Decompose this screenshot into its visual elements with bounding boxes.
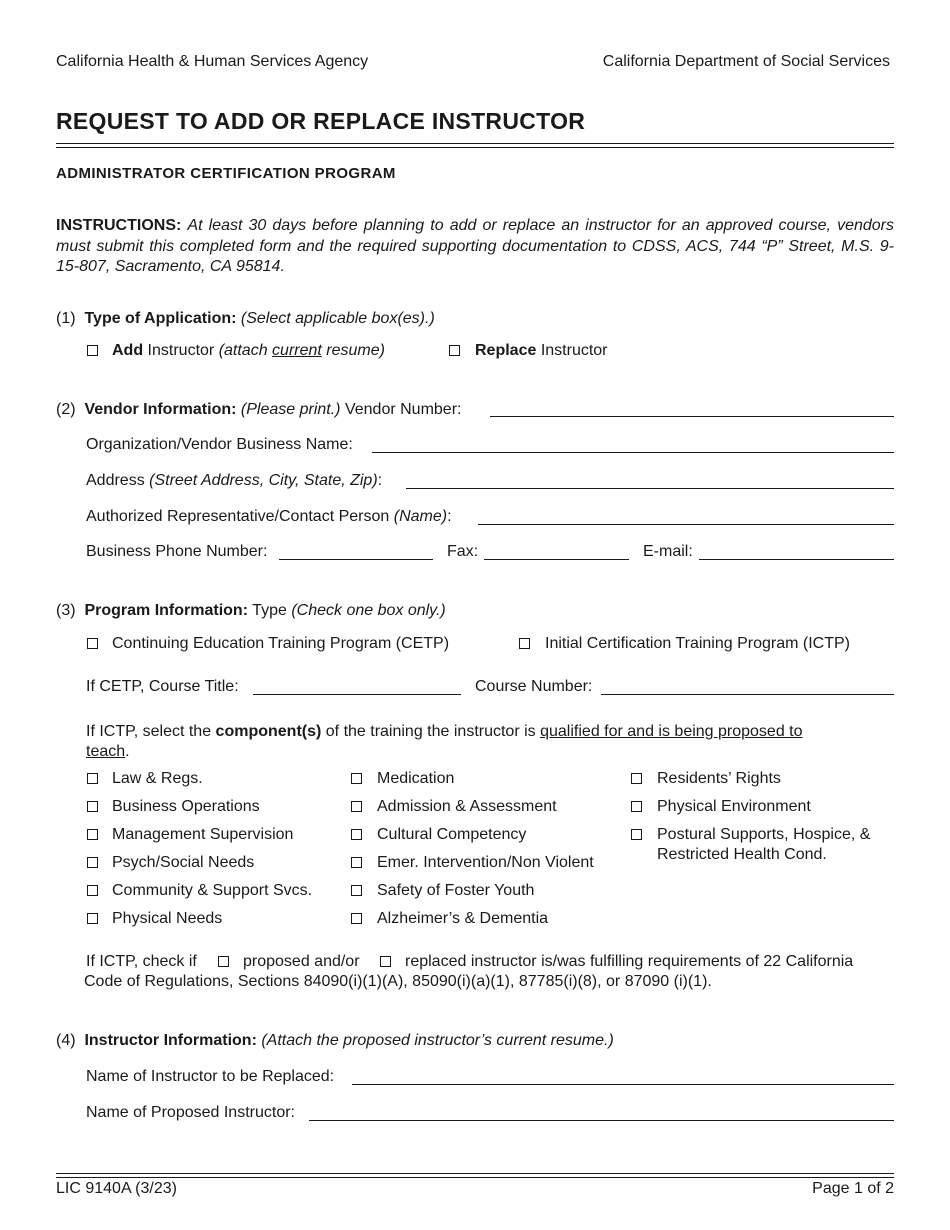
- add-italic-pre: (attach: [218, 342, 273, 359]
- cetp-label: Continuing Education Training Program (CETP): [112, 635, 450, 652]
- form-id: LIC 9140A (3/23): [56, 1180, 177, 1197]
- department-name: California Department of Social Services: [602, 53, 890, 70]
- address-field[interactable]: [406, 488, 894, 489]
- contact-field[interactable]: [478, 524, 894, 525]
- cetp-title-label: If CETP, Course Title:: [86, 678, 239, 695]
- replace-text: Instructor: [536, 342, 608, 359]
- fax-field[interactable]: [484, 559, 629, 560]
- agency-name: California Health & Human Services Agency: [56, 53, 369, 70]
- proposed-name-field[interactable]: [309, 1120, 894, 1121]
- address-colon: :: [377, 472, 383, 489]
- section-4-heading: [56, 1032, 614, 1050]
- address-label: [86, 472, 382, 490]
- address-hint: (Street Address, City, State, Zip): [149, 472, 378, 489]
- component-checkbox[interactable]: [87, 829, 98, 840]
- component-checkbox[interactable]: [87, 857, 98, 868]
- component-label: Physical Needs: [112, 910, 223, 927]
- address-text: Address: [86, 472, 150, 489]
- section-label: Program Information:: [84, 602, 249, 619]
- component-label: Admission & Assessment: [377, 798, 557, 815]
- section-1-heading: [56, 310, 435, 328]
- component-label: Law & Regs.: [112, 770, 203, 787]
- org-name-field[interactable]: [372, 452, 894, 453]
- component-label: Safety of Foster Youth: [377, 882, 535, 899]
- component-checkbox[interactable]: [87, 773, 98, 784]
- section-label: Instructor Information:: [84, 1032, 257, 1049]
- component-label: Residents’ Rights: [657, 770, 781, 787]
- cetp-checkbox[interactable]: [87, 638, 98, 649]
- ictp-select-underline-2: teach: [86, 743, 126, 760]
- replace-bold: Replace: [475, 342, 537, 359]
- contact-text: Authorized Representative/Contact Person: [86, 508, 394, 525]
- section-hint: (Select applicable box(es).): [240, 310, 435, 327]
- replaced-checkbox[interactable]: [380, 956, 391, 967]
- add-bold: Add: [112, 342, 144, 359]
- ictp-select-pre: If ICTP, select the: [86, 723, 216, 740]
- replaced-label: replaced instructor is/was fulfilling requirements of 22 California: [405, 953, 854, 970]
- vendor-number-label: Vendor Number:: [344, 401, 462, 418]
- section-number: (4): [56, 1032, 76, 1049]
- component-label: Emer. Intervention/Non Violent: [377, 854, 594, 871]
- type-label: Type: [248, 602, 292, 619]
- phone-label: Business Phone Number:: [86, 543, 268, 560]
- section-2-heading: [56, 401, 461, 419]
- page-title: REQUEST TO ADD OR REPLACE INSTRUCTOR: [56, 108, 586, 134]
- component-label-cont: Restricted Health Cond.: [657, 846, 827, 863]
- add-instructor-label: [112, 342, 385, 360]
- component-checkbox[interactable]: [631, 773, 642, 784]
- page-number: Page 1 of 2: [812, 1180, 894, 1197]
- cetp-title-field[interactable]: [253, 694, 461, 695]
- section-hint: (Check one box only.): [291, 602, 446, 619]
- component-label: Alzheimer’s & Dementia: [377, 910, 549, 927]
- component-checkbox[interactable]: [351, 773, 362, 784]
- section-number: (1): [56, 310, 76, 327]
- program-subtitle: ADMINISTRATOR CERTIFICATION PROGRAM: [56, 165, 396, 182]
- replaced-name-field[interactable]: [352, 1084, 894, 1085]
- course-number-field[interactable]: [601, 694, 894, 695]
- contact-label: [86, 508, 452, 526]
- component-checkbox[interactable]: [351, 913, 362, 924]
- section-number: (2): [56, 401, 76, 418]
- component-label: Business Operations: [112, 798, 260, 815]
- section-3-heading: [56, 602, 446, 620]
- section-number: (3): [56, 602, 76, 619]
- add-instructor-checkbox[interactable]: [87, 345, 98, 356]
- component-label: Medication: [377, 770, 455, 787]
- component-checkbox[interactable]: [87, 913, 98, 924]
- ictp-select-mid: of the training the instructor is: [321, 723, 541, 740]
- component-checkbox[interactable]: [87, 885, 98, 896]
- ictp-select-text: [86, 722, 886, 762]
- regulations-text: Code of Regulations, Sections 84090(i)(1)(A), 85090(i)(a)(1), 87785(i)(8), or 87090 (i)(1).: [84, 973, 712, 990]
- component-checkbox[interactable]: [87, 801, 98, 812]
- component-label: Postural Supports, Hospice, &: [657, 826, 871, 843]
- phone-field[interactable]: [279, 559, 433, 560]
- section-label: Type of Application:: [84, 310, 237, 327]
- section-hint: (Please print.): [240, 401, 341, 418]
- component-label: Physical Environment: [657, 798, 811, 815]
- proposed-checkbox[interactable]: [218, 956, 229, 967]
- component-label: Management Supervision: [112, 826, 294, 843]
- ictp-select-end: .: [125, 743, 130, 760]
- section-label: Vendor Information:: [84, 401, 237, 418]
- component-label: Community & Support Svcs.: [112, 882, 313, 899]
- section-hint: (Attach the proposed instructor’s current resume.): [261, 1032, 614, 1049]
- check-if-label: If ICTP, check if: [86, 953, 197, 970]
- ictp-label: Initial Certification Training Program (ICTP): [545, 635, 850, 652]
- contact-colon: :: [447, 508, 452, 525]
- add-underline: current: [272, 342, 322, 359]
- ictp-checkbox[interactable]: [519, 638, 530, 649]
- ictp-select-underline: qualified for and is being proposed to: [540, 723, 803, 740]
- component-checkbox[interactable]: [351, 885, 362, 896]
- add-text: Instructor: [143, 342, 219, 359]
- proposed-name-label: Name of Proposed Instructor:: [86, 1104, 295, 1121]
- component-checkbox[interactable]: [351, 829, 362, 840]
- replace-instructor-label: [475, 342, 608, 360]
- email-label: E-mail:: [643, 543, 693, 560]
- component-checkbox[interactable]: [351, 857, 362, 868]
- org-name-label: Organization/Vendor Business Name:: [86, 436, 353, 453]
- instructions: [56, 216, 894, 278]
- replaced-name-label: Name of Instructor to be Replaced:: [86, 1068, 335, 1085]
- title-divider: [56, 143, 894, 148]
- instructions-text: At least 30 days before planning to add or replace an instructor for an approved course, vendors must submit this completed form and the required supporting documentation to CDSS, ACS, 744 “P” Street, M.S. 9-15-807, Sacramento, CA 95814.: [56, 217, 894, 275]
- proposed-label: proposed and/or: [243, 953, 360, 970]
- add-italic-post: resume): [321, 342, 385, 359]
- component-checkbox[interactable]: [631, 829, 642, 840]
- component-checkbox[interactable]: [351, 801, 362, 812]
- component-label: Cultural Competency: [377, 826, 527, 843]
- course-number-label: Course Number:: [475, 678, 593, 695]
- fax-label: Fax:: [447, 543, 479, 560]
- component-checkbox[interactable]: [631, 801, 642, 812]
- contact-hint: (Name): [393, 508, 448, 525]
- ictp-select-bold: component(s): [215, 723, 322, 740]
- footer-divider: [56, 1173, 894, 1178]
- instructions-label: INSTRUCTIONS:: [56, 217, 182, 234]
- component-label: Psych/Social Needs: [112, 854, 255, 871]
- vendor-number-field[interactable]: [490, 416, 894, 417]
- replace-instructor-checkbox[interactable]: [449, 345, 460, 356]
- email-field[interactable]: [699, 559, 894, 560]
